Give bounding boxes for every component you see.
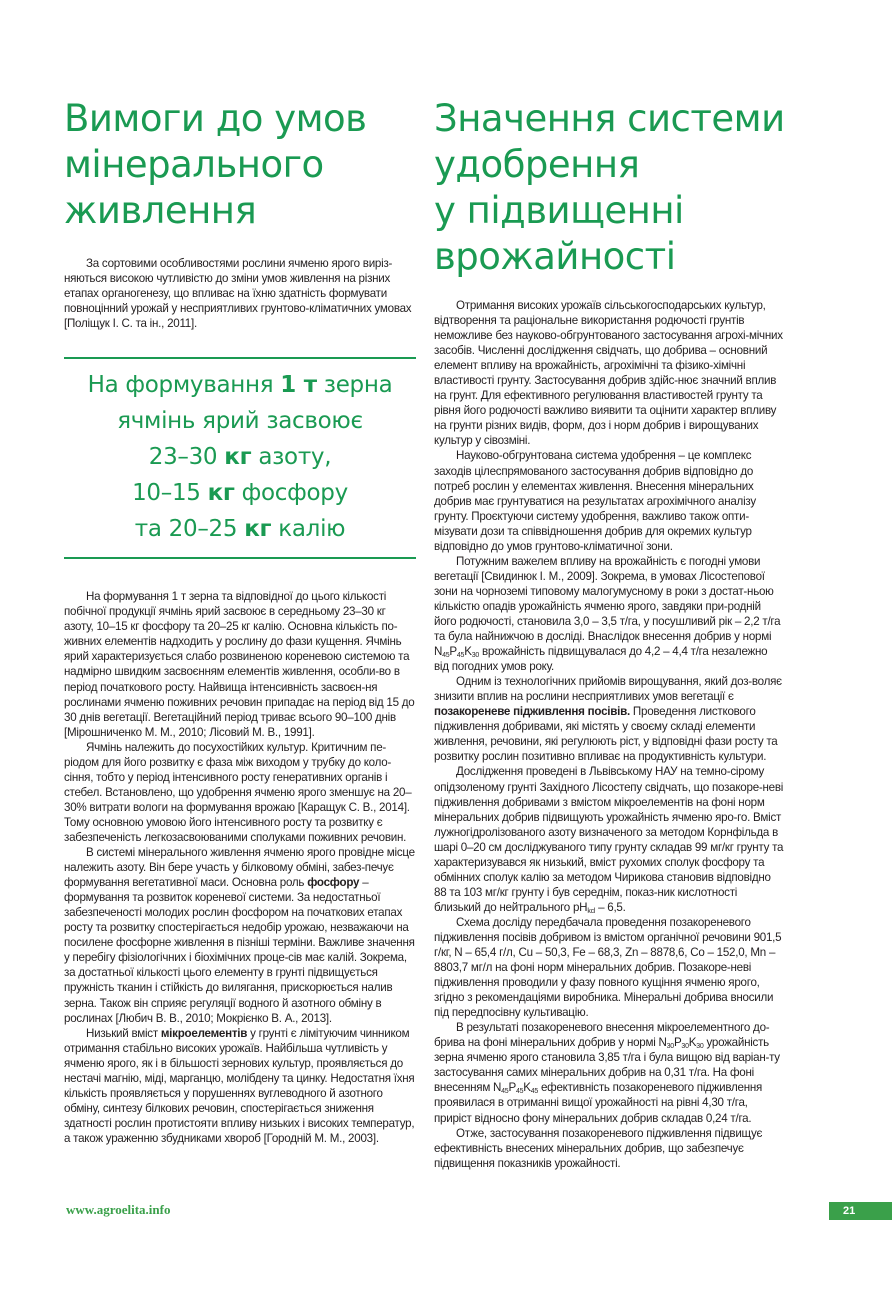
body-paragraph: На формування 1 т зерна та відповідної до цього кількості побічної продукції ячмінь ярий засвоює в середньому 23–30 кг азоту, 10–15 кг фосфору та 20–25 кг калію. Основна кількість по-живних елементів надходить у рослину до фази кущення. Ячмінь ярий характеризується слабо розвиненою кореневою системою та надмірно швидким засвоєнням елементів живлення, особли-во в період початкового росту. Найвища інтенсивність засвоєн-ня рослинами ячменю поживних речовин припадає на період від 15 до 30 днів вегетації. Вегетаційний період триває всього 90–100 днів [Мірошниченко М. М., 2010; Лісовий М. В., 1991]. [64, 590, 415, 739]
body-paragraph: Низький вміст мікроелементів у грунті є лімітуючим чинником отримання стабільно високих урожаїв. Найбільша чутливість у ячменю ярого, як і в більшості зернових культур, проявляється до нестачі магнію, міді, марганцю, молібдену та цинку. Недостатня їхня кількість проявляється у порушеннях вуглеводного й азотного обміну, синтезу білкових речовин, спостерігається зниження здатності рослин протистояти впливу низьких і високих температур, а також ураженню збудниками хвороб [Городній М. М., 2003]. [64, 1026, 415, 1145]
callout-line: 23–30 кг азоту, [148, 444, 332, 471]
callout-line: На формування 1 т зерна [87, 372, 393, 399]
title-line: врожайності [434, 235, 676, 278]
body-paragraph: В результаті позакореневого внесення мікроелементного до-брива на фоні мінеральних добрив у нормі $N_{30}P_{30}K_{30}$ урожайність зерна ячменю ярого становила 3,85 т/га і була вищою від варіан-ту застосування самих мінеральних добрив на 0,31 т/га. На фоні внесенням $N_{45}P_{45}K_{45}$ ефективність позакореневого підживлення проявилася в отриманні вищої урожайності на рівні 4,30 т/га, приріст відносно фону мінеральних добрив складав 0,24 т/га. [434, 1021, 780, 1125]
left-intro [64, 256, 416, 331]
left-section-title [64, 96, 416, 234]
body-paragraph: Отримання високих урожаїв сільськогосподарських культур, відтворення та раціональне використання родючості грунтів неможливе без науково-обгрунтованого застосування агрохі-мічних засобів. Численні дослідження свідчать, що добрива – основний елемент впливу на врожайність, агрохімічні та фізико-хімічні властивості грунту. Застосування добрив здійс-нює значний вплив на грунт. Для ефективного регулювання властивостей грунту та рівня його родючості важливо виявити та оцінити характер впливу на грунти різних видів, форм, доз і норм добрив і вирощуваних культур у сівозміні. [434, 299, 783, 448]
body-paragraph: Дослідження проведені в Львівському НАУ на темно-сірому опідзоленому грунті Західного Лісостепу свідчать, що позакоре-неві підживлення добривами з вмістом мікроелементів на фоні норм мінеральних добрив підвищують урожайність ячменю яро-го. Вміст лужногідролізованого азоту визначеного за методом Корнфільда в шарі 0–20 см досліджуваного типу грунту складав 99 мг/кг грунту та характеризувався як низький, вміст рухомих сполук фосфору та обмінних сполук калію за методом Чирикова становив відповідно 88 та 103 мг/кг грунту і був середнім, показ-ник кислотності близький до нейтрального $pH_{kcl} - 6,5$. [434, 765, 784, 915]
title-line: живлення [64, 189, 257, 232]
body-paragraph: Науково-обгрунтована система удобрення – це комплекс заходів цілеспрямованого застосування добрив відповідно до потреб рослин у елементах живлення. Внесення мінеральних добрив має грунтуватися на результатах агрохімічного аналізу грунту. Проєктуючи систему удобрення, важливо також опти-мізувати дози та співвідношення добрив для окремих культур відповідно до умов грунтово-кліматичної зони. [434, 449, 756, 553]
title-line: Вимоги до умов [64, 97, 367, 140]
body-paragraph: В системі мінерального живлення ячменю ярого провідне місце належить азоту. Він бере участь у білковому обміні, забез-печує формування вегетативної маси. Основна роль фосфору – формування та розвиток кореневої системи. За недостатньої забезпеченості молодих рослин фосфором на початкових етапах росту та розвитку спостерігається недобір урожаю, незважаючи на посилене фосфорне живлення в пізніші терміни. Важливе значення у перебігу фізіологічних і біохімічних проце-сів має калій. Зокрема, за достатньої кількості цього елементу в грунті підвищується пружність тканин і стійкість до вилягання, прискорюється налив зерна. Також він сприяє регуляції водного й азотного обміну в рослинах [Любич В. В., 2010; Мокрієнко В. А., 2013]. [64, 846, 415, 1025]
callout-line: та 20–25 кг калію [134, 516, 346, 543]
title-line: мінерального [64, 143, 324, 186]
body-paragraph: Отже, застосування позакореневого підживлення підвищує ефективність внесених мінеральних добрив, що забезпечує підвищення показників урожайності. [434, 1126, 763, 1170]
footer-website-link[interactable]: www.agroelita.info [66, 1202, 171, 1217]
pull-quote-callout [64, 357, 416, 559]
body-paragraph: Схема досліду передбачала проведення позакореневого підживлення посівів добривом із вмістом органічної речовини 901,5 г/кг, N – 65,4 г/л, Cu – 50,3, Fe – 68,3, Zn – 8878,6, Co – 152,0, Mn – 8803,7 мг/л на фоні норм мінеральних добрив. Позакоре-неві підживлення проводили у фазу повного кущіння ячменю ярого, згідно з рекомендаціями виробника. Мінеральні добрива вносили під передпосівну культивацію. [434, 915, 782, 1020]
right-column [434, 96, 784, 1171]
title-line: Значення системи [434, 97, 785, 140]
title-line: удобрення [434, 143, 640, 186]
callout-line: ячмінь ярий засвоює [117, 408, 363, 435]
body-paragraph: Потужним важелем впливу на врожайність є погодні умови вегетації [Свидинюк І. М., 2009]. Зокрема, в умовах Лісостепової зони на чорноземі типовому малогумусному в роки з достат-ньою кількістю опадів урожайність ячменю ярого, завдяки при-родній його родючості, становила 3,0 – 3,5 т/га, у посушливий рік – 2,2 т/га та була найнижчою в досліді. Внаслідок внесення добрив у нормі $N_{45}P_{45}K_{30}$ врожайність підвищувалася до 4,2 – 4,4 т/га незалежно від погодних умов року. [434, 554, 781, 674]
page-number-badge: 21 [829, 1202, 892, 1220]
title-line: у підвищенні [434, 189, 684, 232]
left-body [64, 589, 416, 1146]
body-paragraph: Ячмінь належить до посухостійких культур. Критичним пе-ріодом для його розвитку є фаза між виходом у трубку до коло-сіння, тобто у період інтенсивного росту генеративних органів і стебел. Встановлено, що удобрення ячменю ярого зменшує на 20–30% витрати вологи на формування врожаю [Каращук С. В., 2014]. Тому основною умовою його інтенсивного росту та розвитку є забезпеченість легкозасвоюваними сполуками поживних речовин. [64, 740, 412, 844]
right-body [434, 298, 784, 1171]
right-section-title [434, 96, 784, 280]
intro-paragraph: За сортовими особливостями рослини ячменю ярого виріз-няються високою чутливістю до зміни умов живлення на різних етапах органогенезу, що впливає на їхню здатність формувати повноцінний урожай у несприятливих грунтово-кліматичних умовах [Поліщук І. С. та ін., 2011]. [64, 257, 412, 331]
callout-line: 10–15 кг фосфору [132, 480, 348, 507]
left-column [64, 96, 416, 1146]
body-paragraph: Одним із технологічних прийомів вирощування, який доз-воляє знизити вплив на рослини несприятливих умов вегетації є позакореневе підживлення посівів. Проведення листкового підживлення добривами, які містять у своєму складі елементи живлення, речовини, які регулюють ріст, у відповідні фази росту та розвитку рослин позитивно впливає на продуктивність культури. [434, 675, 782, 764]
